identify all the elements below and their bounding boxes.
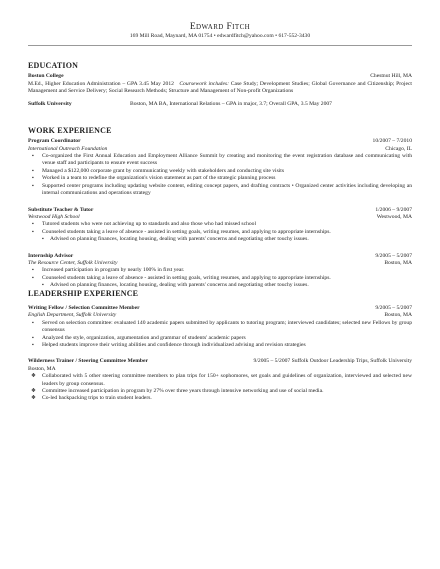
job-dates: 1/2006 – 9/2007 [375, 206, 412, 213]
role-dates: 9/2005 – 5/2007 [375, 304, 412, 311]
job-dates: 9/2005 – 5/2007 [375, 252, 412, 259]
job-header [28, 207, 412, 214]
role-title: Wilderness Trainer / Steering Committee Member [28, 358, 148, 365]
contact-line: 169 Mill Road, Maynard, MA 01754 • edwardfitch@yahoo.com • 617-552-3430 [129, 33, 311, 40]
edu-su-details: Boston, MA BA, International Relations – GPA in major, 3.7; Overall GPA, 3.5 May 2007 [130, 101, 332, 108]
job-sub-bullet: ▪ Advised on planning finances, locating housing, dealing with parents' concerns and negotiating other touchy issues. [28, 282, 412, 289]
job-header [28, 253, 412, 260]
job-bullet: ▪ Increased participation in program by nearly 100% in first year. [28, 267, 412, 274]
role-bullet: ▪ Served on selection committee: evaluated 140 academic papers submitted by applicants to tutoring program; interviewed candidates; selected new Fellows by group consensus [28, 320, 412, 335]
role-dates-org: 9/2005 – 5/2007 Suffolk Outdoor Leadership Trips, Suffolk University [253, 358, 412, 365]
job-sub-bullet: ▪ Advised on planning finances, locating housing, dealing with parents' concerns and negotiating other touchy issues. [28, 236, 412, 243]
role-bullets [28, 373, 412, 403]
role-bullets [28, 320, 412, 350]
edu-bc-details [28, 81, 412, 96]
job-location: Boston, MA [384, 259, 412, 266]
role-location: Boston, MA [384, 312, 412, 319]
job-entry [28, 138, 412, 197]
candidate-name: Edward Fitch [189, 22, 251, 32]
role-title: Writing Fellow / Selection Committee Member [28, 304, 140, 311]
job-org-row [28, 146, 412, 153]
role-org: English Department, Suffolk University [28, 312, 117, 319]
job-org-row [28, 214, 412, 221]
role-bullet: ❖ Co-led backpacking trips to train student leaders. [28, 395, 412, 402]
role-bullet: ❖ Committee increased participation in program by 27% over three years through intensive networking and use of social media. [28, 388, 412, 395]
job-header [28, 138, 412, 145]
job-bullet: ▪ Counseled students taking a leave of absence - assisted in setting goals, writing resumes, and applying to appropriate internships. [28, 229, 412, 236]
job-entry [28, 253, 412, 290]
job-org: The Resource Center, Suffolk University [28, 259, 118, 266]
edu-su-school: Suffolk University [28, 101, 72, 108]
job-entry [28, 207, 412, 244]
role-org-row [28, 312, 412, 319]
job-bullets [28, 267, 412, 289]
job-title: Substitute Teacher & Tutor [28, 206, 94, 213]
role-bullet: ▪ Helped students improve their writing abilities and confidence through individualized advising and revision strategies [28, 342, 412, 349]
edu-su-row [28, 101, 412, 108]
job-bullet: ▪ Tutored students who were not achieving up to standards and also those who had missed school [28, 221, 412, 228]
leadership-entry [28, 305, 412, 349]
job-bullets [28, 153, 412, 197]
job-location: Chicago, IL [385, 145, 412, 152]
job-title: Program Coordinator [28, 138, 81, 145]
job-bullet: ▪ Managed a $122,000 corporate grant by communicating weekly with stakeholders and conducting site visits [28, 168, 412, 175]
edu-bc-header [28, 73, 412, 80]
header-divider [28, 45, 412, 46]
edu-bc-coursework-2: Governance and Citizenship; Project Management and Service Delivery; Social Research Methods; Structure and Management of [28, 80, 412, 95]
job-org: International Outreach Foundation [28, 145, 108, 152]
edu-bc-school: Boston College [28, 73, 64, 80]
job-bullet: ▪ Counseled students taking a leave of absence - assisted in setting goals, writing resumes, and applying to appropriate internships. [28, 275, 412, 282]
leadership-heading: LEADERSHIP EXPERIENCE [28, 288, 139, 298]
job-location: Westwood, MA [376, 213, 412, 220]
education-heading: EDUCATION [28, 60, 79, 70]
job-org: Westwood High School [28, 213, 80, 220]
role-header [28, 358, 412, 365]
job-dates: 10/2007 – 7/2010 [372, 138, 412, 145]
role-location: Boston, MA [28, 365, 56, 372]
edu-bc-coursework-1: Case Study; Development Studies; Global [228, 80, 327, 87]
job-bullet: ▪ Co-organized the First Annual Education and Employment Alliance Summit by creating and monitoring the event registration database and communicating with venue staff and participants to ensure event success [28, 153, 412, 168]
leadership-entry [28, 358, 412, 402]
job-bullet: ▪ Supported center programs including updating website content, editing concept papers, and drafting contracts • Organized center activities including developing an internal communications and operations strategy [28, 183, 412, 198]
edu-bc-location: Chestnut Hill, MA [370, 73, 412, 80]
edu-bc-degree: M.Ed., Higher Education Administration – GPA 3.45 May 2012 [28, 80, 174, 87]
job-bullet: ▪ Worked in a team to redefine the organization's vision statement as part of the strategic planning process [28, 175, 412, 182]
job-bullets [28, 221, 412, 243]
role-bullet: ▪ Analyzed the style, organization, argumentation and grammar of students' academic papers [28, 335, 412, 342]
edu-bc-coursework-3: Non-profit Organizations [236, 88, 294, 95]
job-title: Internship Advisor [28, 252, 74, 259]
edu-bc-coursework-label: Coursework includes: [179, 80, 229, 87]
role-bullet: ❖ Collaborated with 5 other steering committee members to plan trips for 150+ sophomores, set goals and guidelines of organization, interviewed and selected new leaders by group consensus. [28, 373, 412, 388]
work-heading: WORK EXPERIENCE [28, 125, 112, 135]
